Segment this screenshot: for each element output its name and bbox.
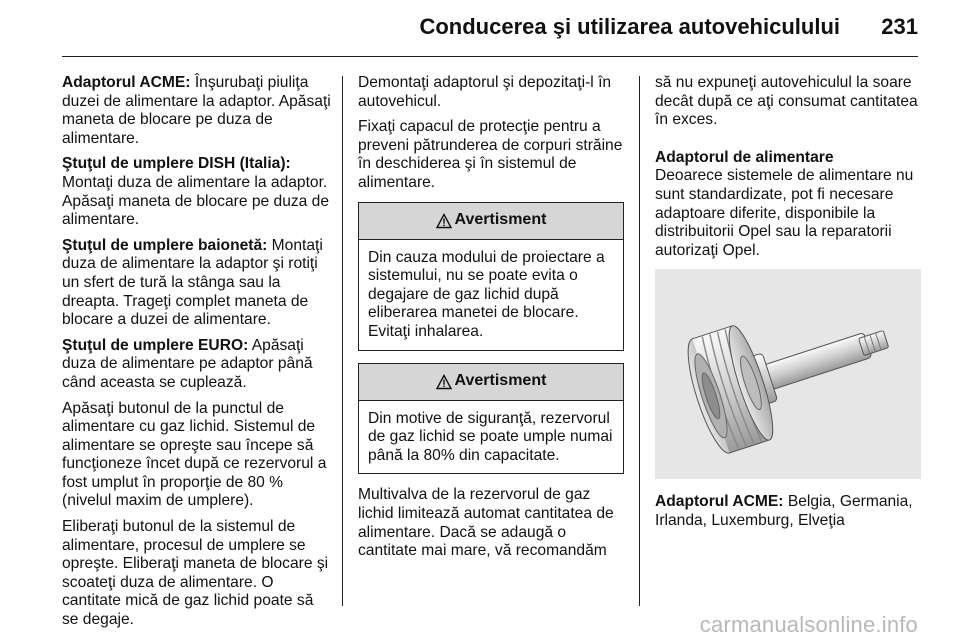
warning-header	[359, 203, 623, 240]
acme-adapter-icon	[668, 284, 908, 464]
spacer	[655, 137, 921, 149]
paragraph-heading: Ştuţul de umplere DISH (Italia):	[62, 155, 291, 173]
watermark: carmanualsonline.info	[699, 612, 918, 637]
paragraph-text: Montaţi duza de alimentare la adaptor şi rotiţi un sfert de tură la stânga sau la dreapta. Trageţi complet maneta de blocare a duzei de alimentare.	[62, 236, 323, 329]
column-1	[62, 74, 332, 637]
column-divider-2	[639, 76, 640, 606]
column-3	[655, 74, 921, 538]
acme-adapter-illustration	[655, 269, 921, 479]
warning-triangle-icon	[436, 213, 452, 229]
warning-triangle-icon	[436, 374, 452, 390]
warning-title: Avertisment	[454, 211, 547, 229]
column-2	[358, 74, 624, 568]
paragraph-text: Înşurubaţi piuliţa duzei de alimentare la adaptor. Apăsaţi maneta de blocare pe duza de alimentare.	[62, 74, 331, 147]
paragraph-text: Montaţi duza de alimentare la adaptor. Apăsaţi maneta de blocare pe duza de alimentare.	[62, 173, 330, 229]
paragraph-heading: Ştuţul de umplere baionetă:	[62, 236, 268, 254]
paragraph-acme	[62, 74, 332, 148]
warning-text: Din motive de siguranţă, rezervorul de gaz lichid se poate umple numai până la 80% din capacitate.	[368, 409, 613, 464]
paragraph-heading: Ştuţul de umplere EURO:	[62, 336, 249, 354]
paragraph-text: Apăsaţi duza de alimentare pe adaptor până când aceasta se cuplează.	[62, 336, 313, 391]
paragraph-euro	[62, 337, 332, 393]
paragraph-release-button: Eliberaţi butonul de la sistemul de alimentare, procesul de umplere se opreşte. Eliberaţi maneta de blocare şi scoateţi duza de alimentare. O cantitate mică de gaz lichid poate să se degaje.	[62, 518, 329, 629]
paragraph-dish	[62, 155, 332, 229]
warning-title: Avertisment	[454, 372, 547, 390]
warning-box-1	[358, 202, 624, 351]
paragraph-sun-exposure: să nu expuneţi autovehiculul la soare decât după ce aţi consumat cantitatea în exces.	[655, 74, 918, 129]
header-rule	[62, 56, 918, 57]
paragraph-protective-cap: Fixaţi capacul de protecţie pentru a preveni pătrunderea de corpuri străine în deschiderea şi în sistemul de alimentare.	[358, 118, 623, 191]
section-heading: Adaptorul de alimentare	[655, 148, 834, 166]
column-divider-1	[342, 76, 343, 606]
warning-header	[359, 364, 623, 401]
warning-box-2	[358, 363, 624, 475]
page-number: 231	[881, 14, 918, 39]
paragraph-heading: Adaptorul ACME:	[62, 74, 191, 91]
paragraph-multivalve: Multivalva de la rezervorul de gaz lichid limitează automat cantitatea de alimentare. Dacă se adaugă o cantitate mai mare, vă recomandăm	[358, 486, 614, 560]
page-header	[0, 0, 960, 50]
paragraph-fuel-adapter	[655, 149, 921, 261]
paragraph-press-button: Apăsaţi butonul de la punctul de alimentare cu gaz lichid. Sistemul de alimentare se opreşte sau începe să funcţioneze încet după ce rezervorul a fost umplut în proporţie de 80 % (nivelul maxim de umplere).	[62, 399, 327, 510]
figure-caption	[655, 493, 921, 530]
caption-text: Belgia, Germania, Irlanda, Luxemburg, Elveţia	[655, 493, 913, 529]
warning-text: Din cauza modului de proiectare a sistemului, nu se poate evita o degajare de gaz lichid după eliberarea manetei de blocare. Evitaţi inhalarea.	[368, 248, 605, 340]
paragraph-bayonet	[62, 237, 332, 330]
paragraph-remove-adapter: Demontaţi adaptorul şi depozitaţi-l în autovehicul.	[358, 74, 612, 110]
caption-heading: Adaptorul ACME:	[655, 493, 784, 511]
chapter-title: Conducerea şi utilizarea autovehiculului	[419, 14, 840, 39]
paragraph-text: Deoarece sistemele de alimentare nu sunt standardizate, pot fi necesare adaptoare diferite, disponibile la distribuitorii Opel sau la reparatorii autorizaţi Opel.	[655, 167, 914, 259]
